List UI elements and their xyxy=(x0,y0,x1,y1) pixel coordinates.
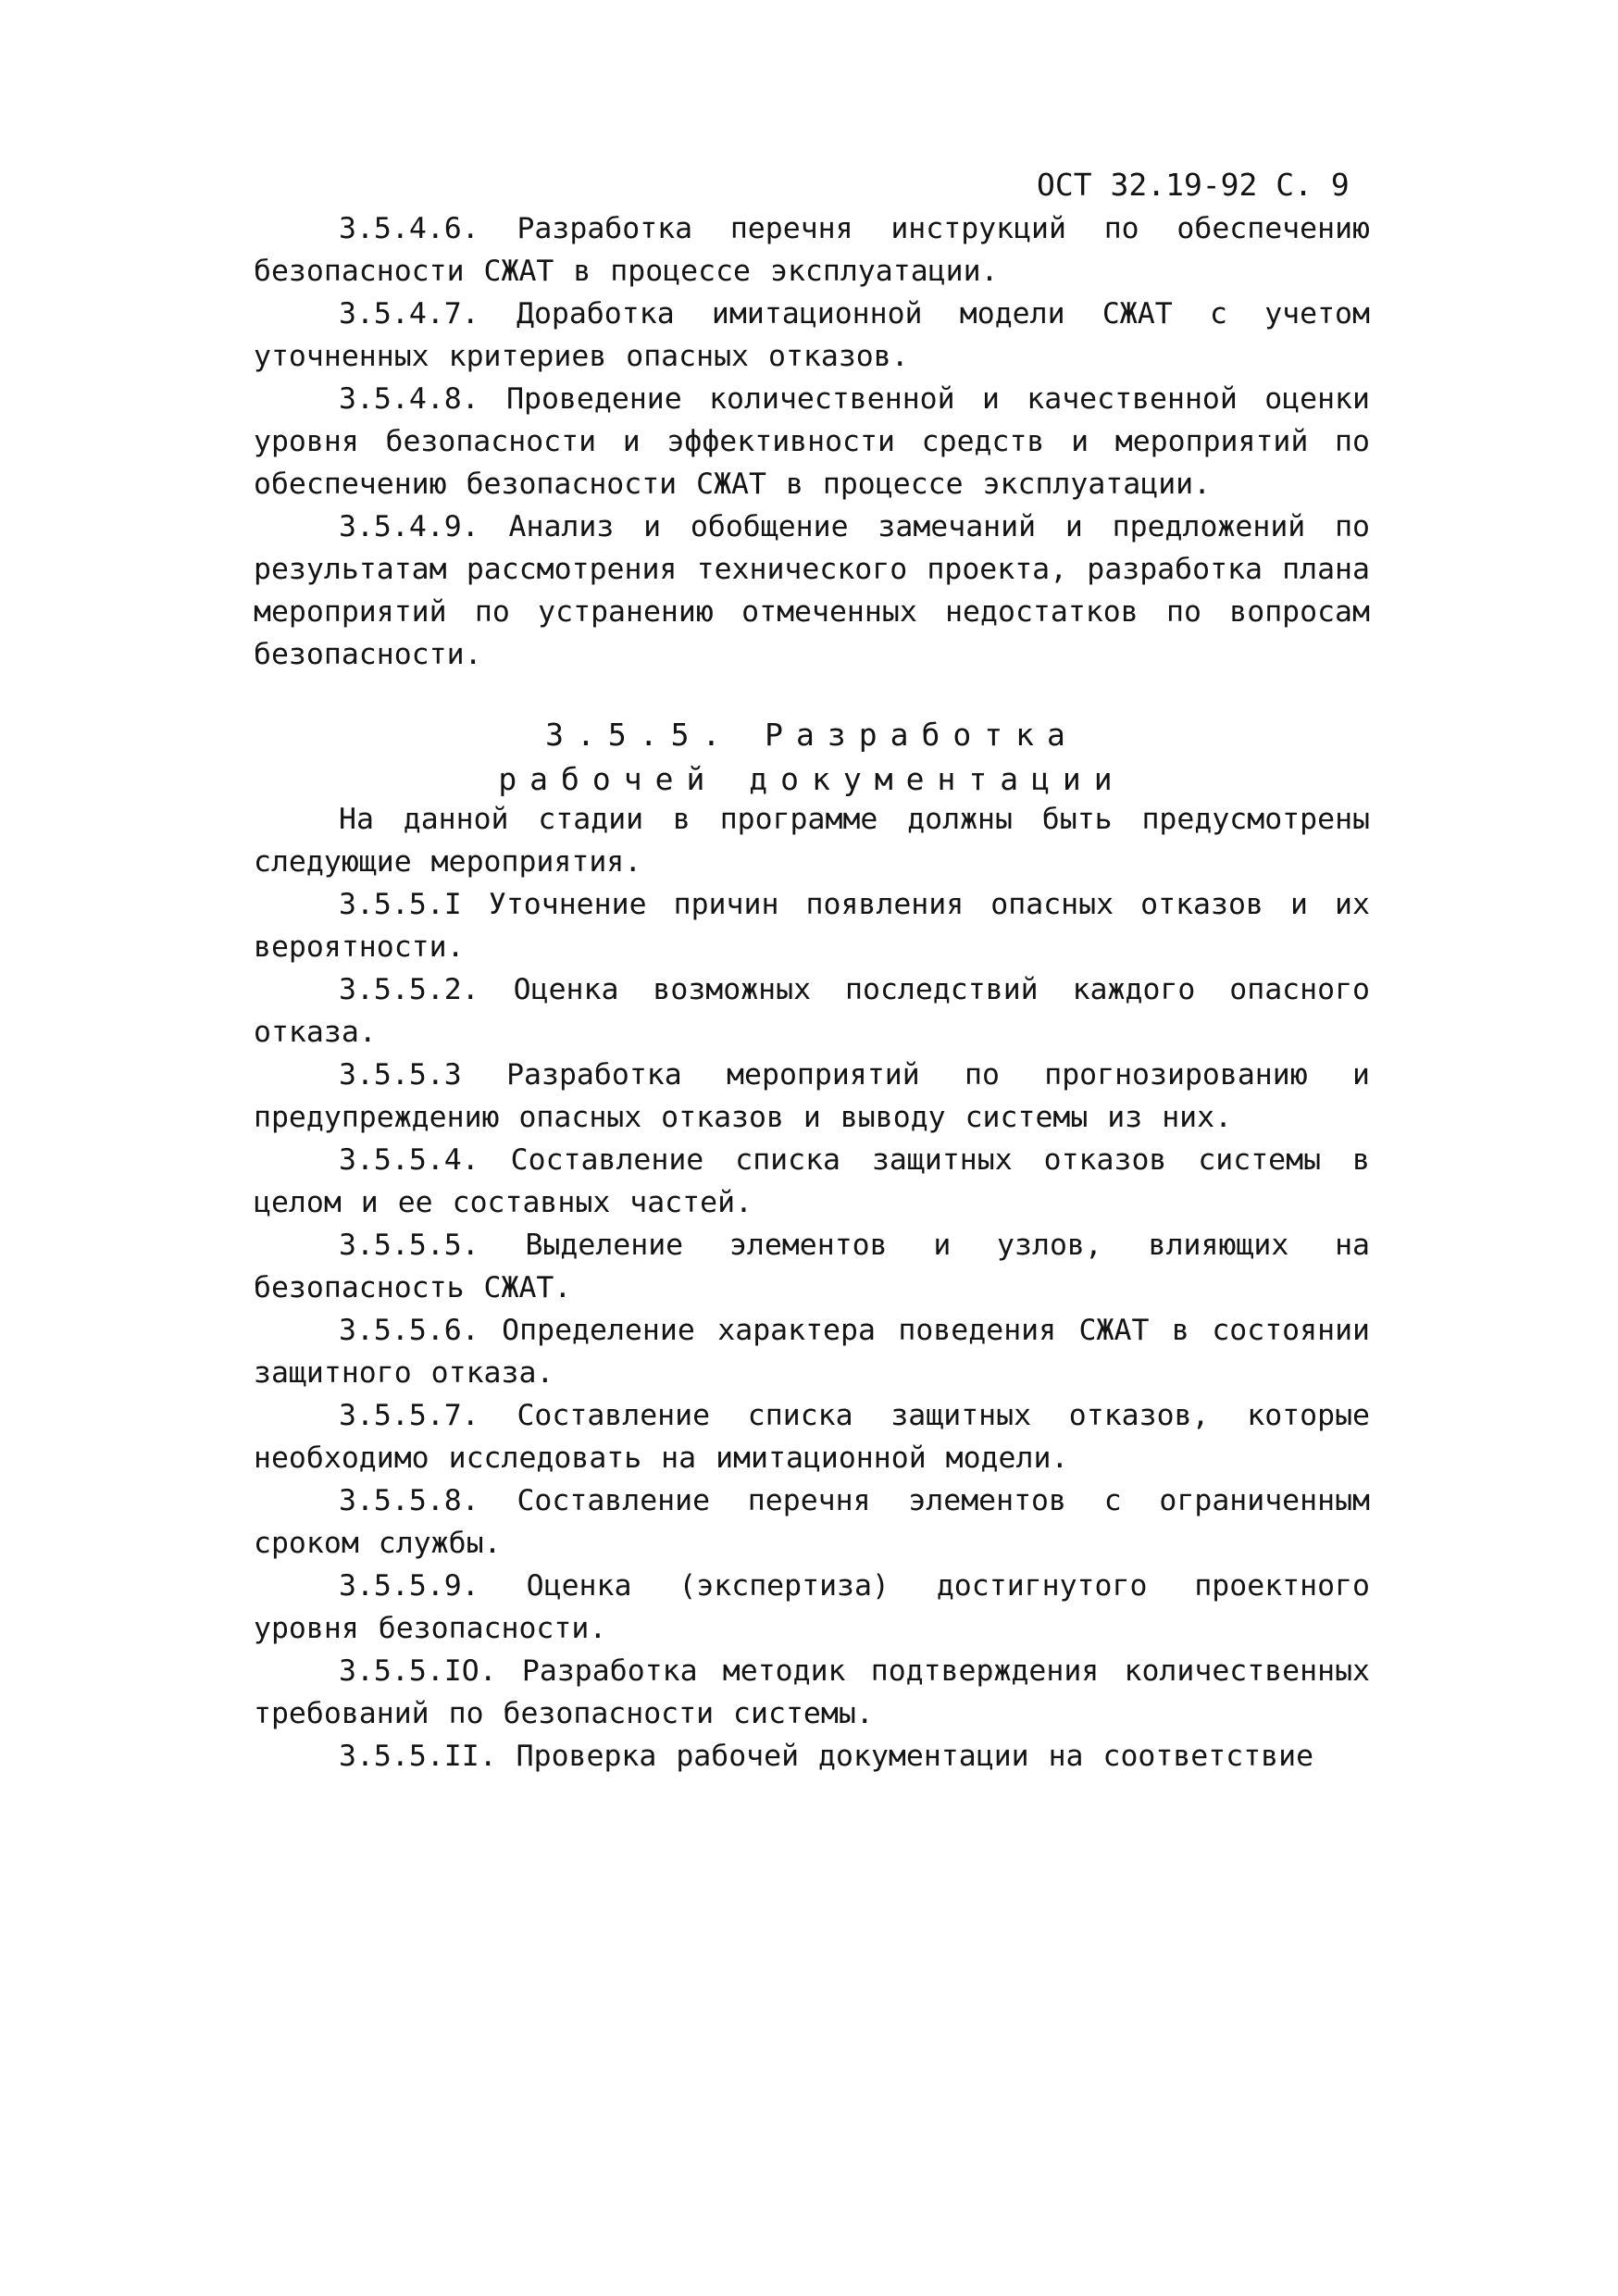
paragraph-3-5-4-8: 3.5.4.8. Проведение количественной и качественной оценки уровня безопасности и эффективности средств и мероприятий по обеспечению безопасности СЖАТ в процессе эксплуатации. xyxy=(254,382,1370,501)
section-3-5-5-items xyxy=(254,798,1370,1778)
paragraph-3-5-4-7: 3.5.4.7. Доработка имитационной модели СЖАТ с учетом уточненных критериев опасных отказов. xyxy=(254,297,1370,373)
page-header-doc-ref: ОСТ 32.19-92 С. 9 xyxy=(1037,167,1350,203)
section-heading-line-1: 3.5.5. Разработка xyxy=(545,717,1078,753)
paragraph-3-5-5-1: 3.5.5.I Уточнение причин появления опасных отказов и их вероятности. xyxy=(254,888,1370,964)
paragraph-3-5-5-8: 3.5.5.8. Составление перечня элементов с ограниченным сроком службы. xyxy=(254,1484,1370,1560)
paragraph-3-5-5-9: 3.5.5.9. Оценка (экспертиза) достигнутого проектного уровня безопасности. xyxy=(254,1569,1370,1645)
paragraph-3-5-5-6: 3.5.5.6. Определение характера поведения СЖАТ в состоянии защитного отказа. xyxy=(254,1314,1370,1390)
paragraph-3-5-5-3: 3.5.5.3 Разработка мероприятий по прогнозированию и предупреждению опасных отказов и выводу системы из них. xyxy=(254,1058,1370,1134)
section-heading-line-2: рабочей документации xyxy=(498,761,1126,797)
paragraph-3-5-5-2: 3.5.5.2. Оценка возможных последствий каждого опасного отказа. xyxy=(254,973,1370,1049)
paragraph-3-5-5-4: 3.5.5.4. Составление списка защитных отказов системы в целом и ее составных частей. xyxy=(254,1143,1370,1219)
paragraph-3-5-5-7: 3.5.5.7. Составление списка защитных отказов, которые необходимо исследовать на имитационной модели. xyxy=(254,1399,1370,1475)
section-heading-3-5-5 xyxy=(254,713,1370,802)
paragraph-3-5-5-5: 3.5.5.5. Выделение элементов и узлов, влияющих на безопасность СЖАТ. xyxy=(254,1229,1370,1304)
paragraph-3-5-4-9: 3.5.4.9. Анализ и обобщение замечаний и предложений по результатам рассмотрения технического проекта, разработка плана мероприятий по устранению отмеченных недостатков по вопросам безопасности. xyxy=(254,510,1370,671)
paragraph-3-5-4-6: 3.5.4.6. Разработка перечня инструкций по обеспечению безопасности СЖАТ в процессе эксплуатации. xyxy=(254,212,1370,288)
paragraph-3-5-5-10: 3.5.5.IO. Разработка методик подтверждения количественных требований по безопасности системы. xyxy=(254,1654,1370,1730)
paragraph-intro: На данной стадии в программе должны быть предусмотрены следующие мероприятия. xyxy=(254,803,1370,879)
section-3-5-4-items xyxy=(254,207,1370,676)
paragraph-3-5-5-11: 3.5.5.II. Проверка рабочей документации на соответствие xyxy=(339,1740,1314,1773)
